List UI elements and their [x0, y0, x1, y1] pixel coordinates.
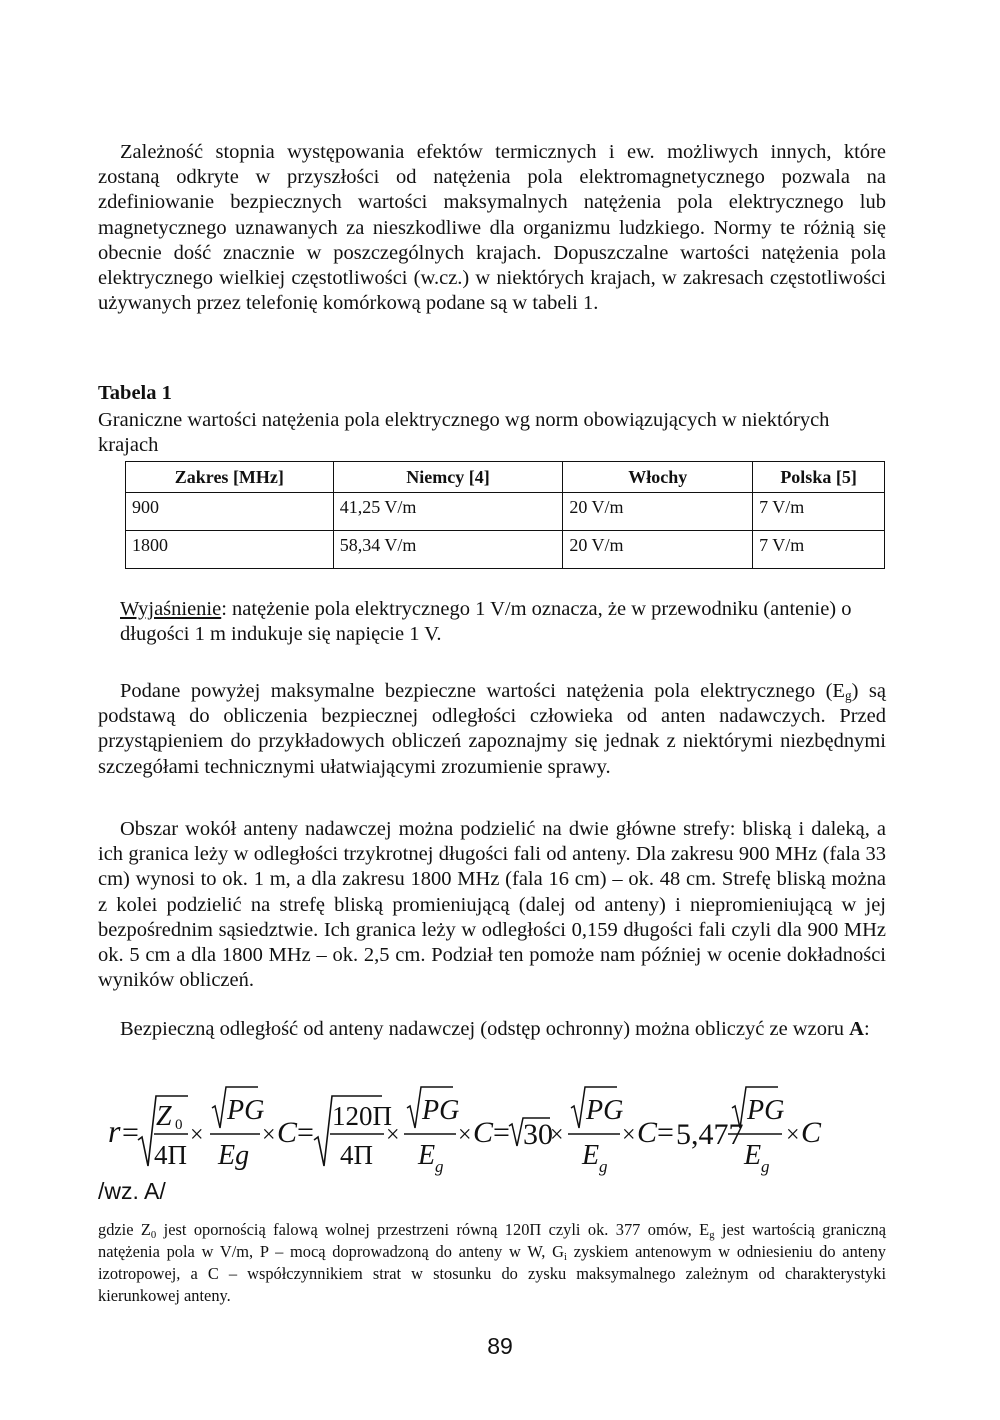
formula-times: × [386, 1122, 400, 1148]
formula-times: × [262, 1122, 276, 1148]
subscript: 0 [150, 1230, 157, 1241]
header-italy: Włochy [563, 462, 753, 493]
cell-range: 1800 [126, 531, 334, 569]
cell-germany: 41,25 V/m [333, 493, 563, 531]
formula-g-sub: g [761, 1157, 770, 1176]
formula-120pi: 120Π [332, 1101, 392, 1131]
text-span: Podane powyżej maksymalne bezpieczne wartości natężenia pola elektrycznego (E [120, 680, 845, 702]
explanation-note [120, 597, 886, 647]
formula-times: × [550, 1122, 564, 1148]
paragraph-zones: Obszar wokół anteny nadawczej można podzielić na dwie główne strefy: bliską i daleką, a ich granica leży w odległości trzykrotnej długości fali od anteny. Dla zakresu 900 MHz (fala 33 cm) wynosi to ok. 1 m, a dla zakresu 1800 MHz (fala 16 cm) – ok. 48 cm. Strefę bliską można z kolei podzielić na strefę bliską promieniującą (dalej od anteny) i niepromieniującą w jej bezpośrednim sąsiedztwie. Ich granica leży w odległości 0,159 długości fali czyli dla 900 MHz ok. 5 cm a dla 1800 MHz – ok. 2,5 cm. Podział ten pomoże nam później w ocenie dokładności wyników obliczeń. [98, 818, 886, 992]
text-span: zyskiem antenowym w odniesieniu do anteny izotropowej, a C – współczynnikiem strat w stosunku do zysku maksymalnego zależnym od charakterystyki kierunkowej anteny. [98, 1242, 887, 1305]
text-span: gdzie Z [98, 1220, 151, 1239]
formula-30: 30 [523, 1118, 553, 1151]
paragraph-basis [98, 679, 886, 780]
header-poland: Polska [5] [753, 462, 885, 493]
cell-germany: 58,34 V/m [333, 531, 563, 569]
table-title: Tabela 1 [98, 382, 172, 404]
formula-4pi: 4Π [154, 1140, 187, 1170]
formula-eq: = [657, 1116, 674, 1149]
cell-range: 900 [126, 493, 334, 531]
formula-4pi: 4Π [340, 1140, 373, 1170]
paragraph-formula-intro [98, 1017, 886, 1042]
limits-table [125, 461, 885, 569]
formula-svg [96, 1084, 896, 1179]
cell-poland: 7 V/m [753, 531, 885, 569]
formula-r: r [108, 1113, 121, 1149]
formula-a [96, 1084, 896, 1179]
formula-c: C [473, 1116, 494, 1149]
formula-e: E [418, 1140, 436, 1171]
text-span: jest opornością falową wolnej przestrzeni równą 120Π czyli ok. 377 omów, E [156, 1220, 710, 1239]
formula-c: C [801, 1116, 822, 1149]
page-number: 89 [487, 1333, 513, 1359]
paragraph-intro: Zależność stopnia występowania efektów termicznych i ew. możliwych innych, które zostaną odkryte w przyszłości od natężenia pola elektromagnetycznego pozwala na zdefiniowanie bezpiecznych wartości maksymalnych natężenia pola elektrycznego lub magnetycznego uznawanych za nieszkodliwe dla organizmu ludzkiego. Normy te różnią się obecnie dość znacznie w poszczególnych krajach. Dopuszczalne wartości natężenia pola elektrycznego wielkiej częstotliwości (w.cz.) w niektórych krajach, w zakresach częstotliwości używanych przez telefonię komórkową podane są w tabeli 1. [98, 141, 886, 315]
formula-c: C [637, 1116, 658, 1149]
table-row [126, 531, 885, 569]
formula-e: E [744, 1140, 762, 1171]
header-range: Zakres [MHz] [126, 462, 334, 493]
formula-c: C [277, 1116, 298, 1149]
table-row [126, 493, 885, 531]
formula-z0: Z [156, 1101, 172, 1132]
formula-pg: PG [586, 1095, 624, 1126]
formula-e: E [582, 1140, 600, 1171]
formula-times: × [622, 1122, 636, 1148]
explanation-label: Wyjaśnienie [120, 598, 222, 620]
text-span: : [863, 1018, 870, 1040]
formula-ref: A [849, 1018, 864, 1040]
table-header-row [126, 462, 885, 493]
text-span: ) są podstawą do obliczenia bezpiecznej odległości człowieka od anten nadawczych. Przed przystąpieniem do przykładowych obliczeń zapoznajmy się jednak z niektórymi niezbędnymi szczegółami technicznymi ułatwiającymi zrozumienie sprawy. [98, 680, 887, 778]
text-span: Bezpieczną odległość od anteny nadawczej (odstęp ochronny) można obliczyć ze wzoru [120, 1018, 850, 1040]
cell-poland: 7 V/m [753, 493, 885, 531]
formula-eq: = [297, 1116, 314, 1149]
formula-pg: PG [227, 1095, 265, 1126]
formula-pg: PG [422, 1095, 460, 1126]
formula-eq: = [122, 1116, 139, 1149]
formula-times: × [458, 1122, 472, 1148]
formula-times: × [190, 1122, 204, 1148]
cell-italy: 20 V/m [563, 493, 753, 531]
table-caption: Graniczne wartości natężenia pola elektrycznego wg norm obowiązujących w niektórych krajach [98, 409, 830, 456]
formula-pg: PG [747, 1095, 785, 1126]
subscript: g [844, 688, 852, 703]
header-germany: Niemcy [4] [333, 462, 563, 493]
subscript: i [564, 1252, 567, 1263]
cell-italy: 20 V/m [563, 531, 753, 569]
formula-eg: Eg [218, 1140, 250, 1171]
formula-z0-sub: 0 [175, 1117, 183, 1133]
text-span: jest wartością graniczną natężenia pola w V/m, P – mocą doprowadzoną do anteny w W, G [98, 1220, 887, 1261]
formula-constant: 5,477 [676, 1118, 744, 1151]
formula-times: × [786, 1122, 800, 1148]
formula-eq: = [493, 1116, 510, 1149]
formula-label: /wz. A/ [98, 1178, 166, 1204]
formula-g-sub: g [599, 1157, 608, 1176]
subscript: g [709, 1230, 715, 1241]
footnote [98, 1219, 886, 1307]
formula-g-sub: g [435, 1157, 444, 1176]
explanation-text: : natężenie pola elektrycznego 1 V/m oznacza, że w przewodniku (antenie) o długości 1 m indukuje się napięcie 1 V. [120, 598, 852, 646]
